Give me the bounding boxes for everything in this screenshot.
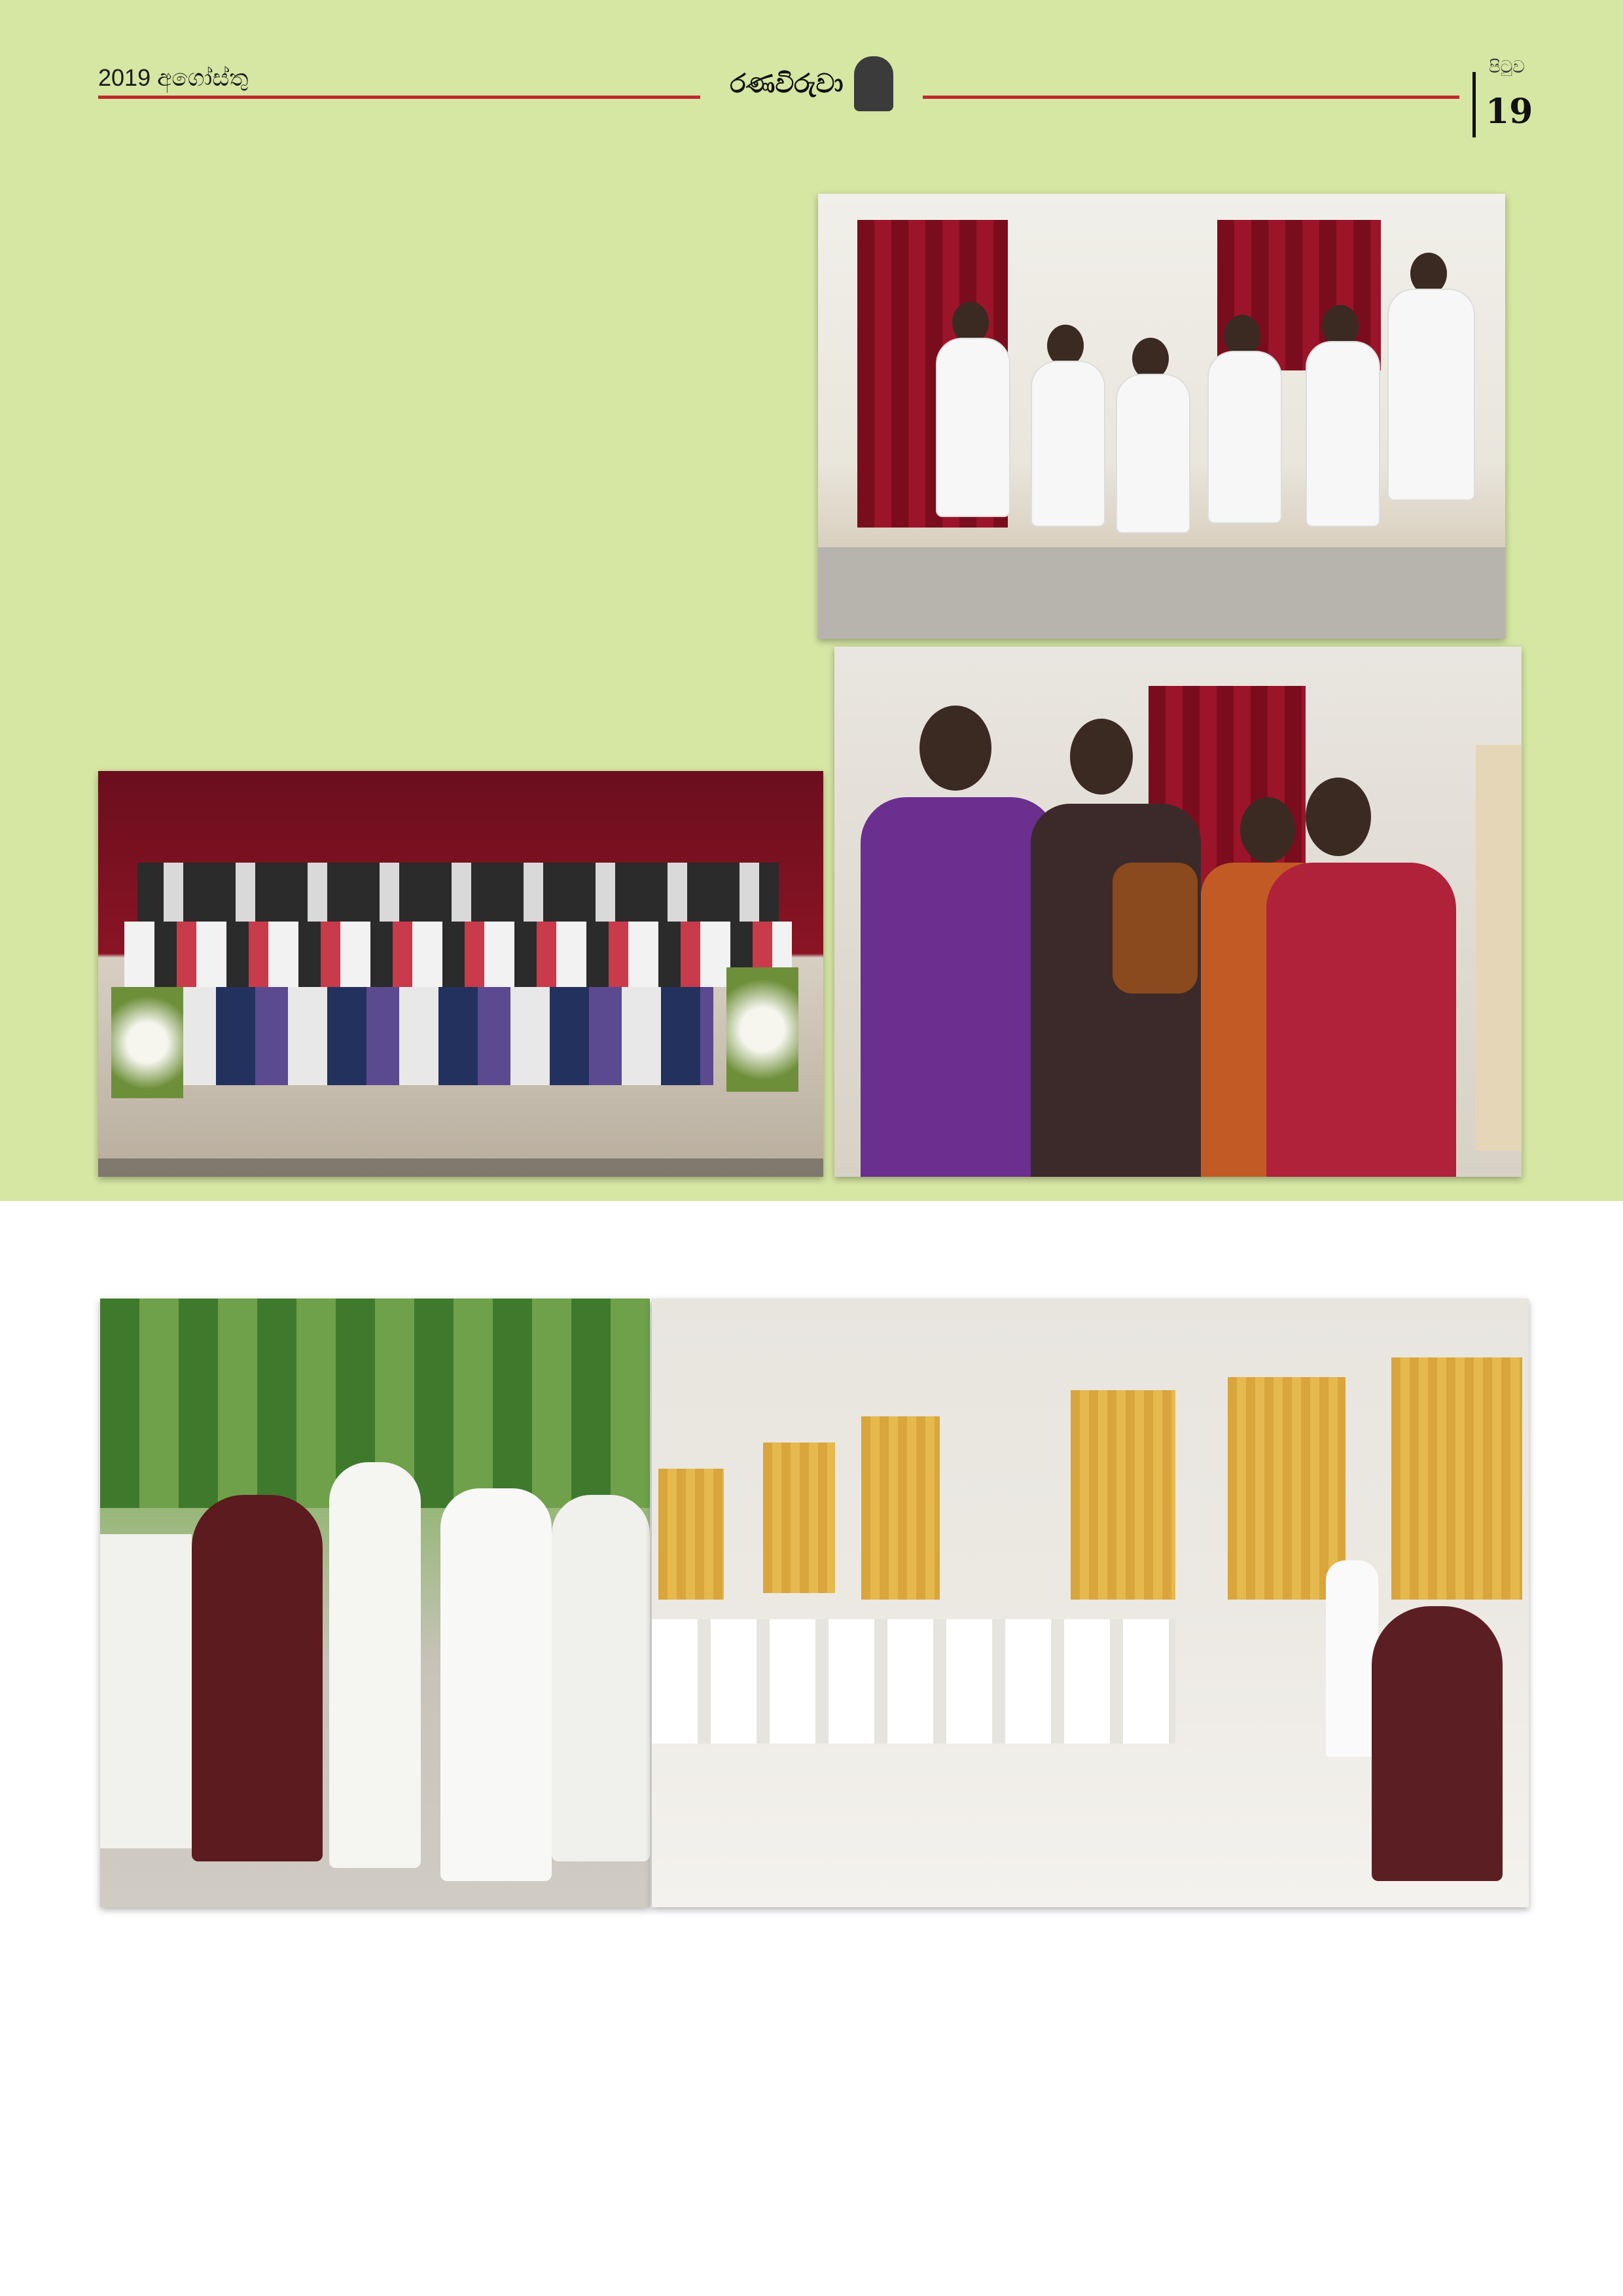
devotee bbox=[440, 1488, 552, 1881]
flower-arrangement-right bbox=[726, 967, 798, 1092]
back-row bbox=[137, 863, 779, 922]
group-photo bbox=[98, 771, 823, 1177]
performer bbox=[1306, 341, 1380, 527]
award-presentation-photo bbox=[834, 647, 1522, 1177]
flower-arrangement-left bbox=[111, 987, 183, 1098]
meditation-walk-photo bbox=[100, 1299, 650, 1907]
monk bbox=[192, 1495, 323, 1861]
stage-floor bbox=[818, 547, 1505, 639]
soldier-icon bbox=[854, 56, 893, 111]
trophy-icon bbox=[1113, 863, 1198, 994]
window-curtain bbox=[1476, 745, 1522, 1151]
hall-window bbox=[861, 1416, 940, 1600]
hall-window bbox=[1228, 1377, 1346, 1600]
devotee bbox=[552, 1495, 650, 1861]
performer bbox=[1387, 289, 1475, 501]
speaker bbox=[1326, 1560, 1378, 1757]
seated-devotees bbox=[652, 1619, 1175, 1744]
header-rule-right bbox=[923, 96, 1459, 99]
person-purple-shirt bbox=[861, 797, 1057, 1177]
performer bbox=[1207, 351, 1282, 524]
meditation-hall-photo bbox=[652, 1299, 1529, 1907]
drama-performance-photo bbox=[818, 194, 1505, 639]
hall-window bbox=[1391, 1357, 1522, 1600]
seated-row bbox=[177, 987, 713, 1085]
devotee bbox=[329, 1462, 421, 1868]
page-label: පිටුව bbox=[1489, 58, 1525, 77]
header-rule-left bbox=[98, 96, 700, 99]
hall-window bbox=[1071, 1390, 1175, 1600]
monk-seated bbox=[1372, 1606, 1503, 1881]
person-red-shirt bbox=[1266, 863, 1456, 1177]
hall-window bbox=[763, 1443, 835, 1593]
middle-row bbox=[124, 922, 792, 987]
masthead bbox=[707, 52, 916, 115]
performer bbox=[936, 338, 1010, 517]
hall-window bbox=[658, 1469, 724, 1600]
page-number-divider bbox=[1472, 72, 1476, 137]
masthead-title: රණවිරුවා bbox=[730, 69, 844, 99]
performer bbox=[1116, 374, 1190, 533]
issue-date: 2019 අගෝස්තු bbox=[98, 64, 249, 91]
performer bbox=[1031, 361, 1105, 527]
devotee-line bbox=[100, 1534, 192, 1848]
group-photo-caption bbox=[98, 1158, 823, 1177]
page-number: 19 bbox=[1486, 92, 1533, 132]
